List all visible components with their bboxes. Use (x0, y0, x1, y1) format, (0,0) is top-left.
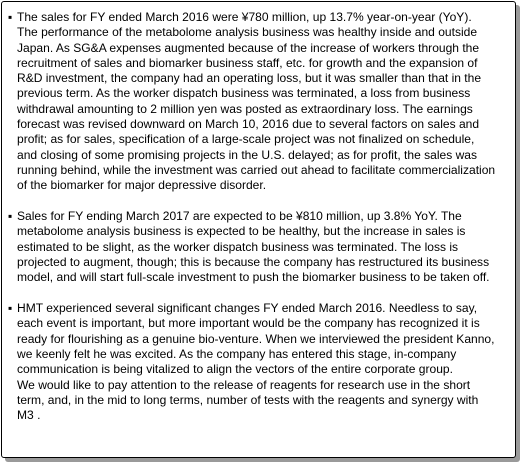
paragraph-text: Sales for FY ending March 2017 are expected to be ¥810 million, up 3.8% YoY. The metabolome analysis business is expected to be healthy, but the increase in sales is estimated to be slight, as the worker dispatch business was terminated. The loss is projected to augment, though; this is because the company has restructured its business model, and will start full-scale investment to push the biomarker business to be taken off. (17, 209, 490, 285)
bullet-marker-icon: ▪ (8, 301, 13, 316)
bullet-paragraph-outlook (8, 301, 507, 423)
paragraph-text: HMT experienced several significant changes FY ended March 2016. Needless to say, each event is important, but more important would be the company has recognized it is ready for flourishing as a genuine bio-venture. When we interviewed the president Kanno, we keenly felt he was excited. As the company has entered this stage, in-company communication is being vitalized to align the vectors of the entire corporate group. We would like to pay attention to the release of reagents for research use in the short term, and, in the mid to long terms, number of tests with the reagents and synergy with M3 . (17, 301, 495, 423)
bullet-marker-icon: ▪ (8, 10, 13, 24)
bullet-list (2, 2, 515, 423)
bullet-marker-icon: ▪ (8, 209, 13, 224)
text-box (1, 1, 516, 458)
bullet-paragraph-fy2017-forecast (8, 209, 507, 285)
bullet-paragraph-fy2016-results (8, 10, 507, 194)
paragraph-text: The sales for FY ended March 2016 were ¥780 million, up 13.7% year-on-year (YoY). The performance of the metabolome analysis business was healthy inside and outside Japan. As SG&A expenses augmented because of the increase of workers through the recruitment of sales and biomarker business staff, etc. for growth and the expansion of R&D investment, the company had an operating loss, but it was smaller than that in the previous term. As the worker dispatch business was terminated, a loss from business withdrawal amounting to 2 million yen was posted as extraordinary loss. The earnings forecast was revised downward on March 10, 2016 due to several factors on sales and profit; as for sales, specification of a large-scale project was not finalized on schedule, and closing of some promising projects in the U.S. delayed; as for profit, the sales was running behind, while the investment was carried out ahead to facilitate commercialization of the biomarker for major depressive disorder. (17, 10, 496, 193)
